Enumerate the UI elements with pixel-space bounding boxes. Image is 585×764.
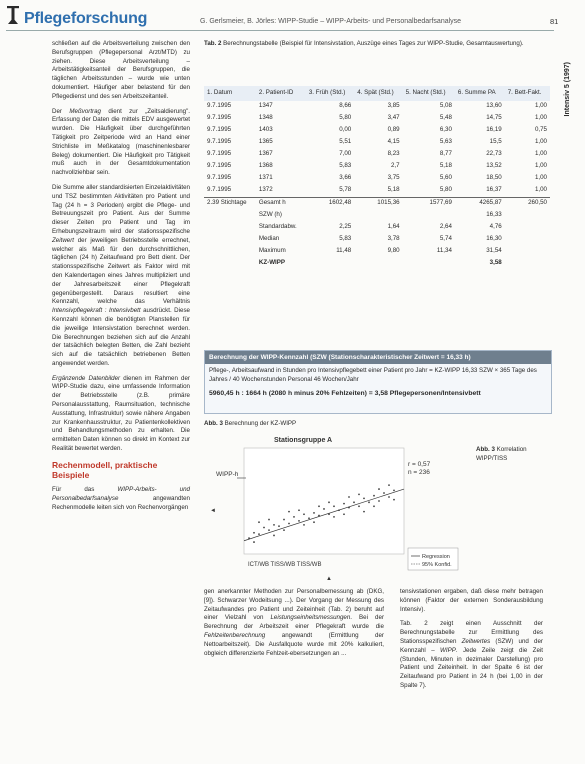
table-cell — [505, 234, 550, 246]
section-headline: Rechenmodell, praktische Beispiele — [52, 459, 158, 481]
table-row — [204, 234, 550, 246]
table-cell: 9,80 — [387, 247, 400, 255]
table-cell — [505, 222, 550, 234]
table-cell: 3,58 — [489, 259, 502, 267]
table-row — [204, 258, 550, 270]
header-divider — [6, 30, 554, 31]
table-cell — [204, 258, 256, 270]
x-tick-labels: ICT/WB TISS/WB TISS/WB — [248, 562, 322, 568]
table-header-cell: 4. Spät (Std.) — [354, 86, 402, 101]
table-cell: 1,00 — [534, 150, 547, 158]
table-cell — [204, 210, 256, 222]
table-cell: 9.7.1995 — [207, 114, 232, 122]
table-cell: 8,66 — [339, 102, 352, 110]
scatter-point — [288, 511, 290, 513]
table-cell: 1602,48 — [306, 197, 354, 209]
table-cell: 0,75 — [534, 126, 547, 134]
table-cell: 1,00 — [534, 186, 547, 194]
table-row — [204, 125, 550, 137]
table-row — [204, 101, 550, 113]
table-cell: 16,37 — [486, 186, 502, 194]
table-cell: 8,23 — [387, 150, 400, 158]
table-cell: 5,51 — [339, 138, 352, 146]
table-cell: 5,18 — [439, 162, 452, 170]
table-row — [204, 197, 550, 209]
table-cell — [306, 210, 354, 222]
table-cell: 1367 — [258, 150, 273, 158]
table-cell: 9.7.1995 — [207, 162, 232, 170]
table-cell: 5,83 — [339, 162, 352, 170]
table-cell: 3,85 — [387, 102, 400, 110]
legend-confidence: 95% Konfid. — [422, 562, 452, 568]
table-cell — [204, 222, 256, 234]
table-cell: 2,7 — [391, 162, 400, 170]
table-cell: 1368 — [258, 162, 273, 170]
brand-logo-icon — [6, 6, 20, 24]
scatter-point — [383, 492, 385, 494]
running-header-authors: G. Gerlsmeier, B. Jörles: WIPP-Studie – WIPP-Arbeits- und Personalbedarfsanalyse — [200, 18, 462, 25]
table-cell: 5,80 — [339, 114, 352, 122]
scatter-point — [283, 529, 285, 531]
table-cell: Gesamt h — [256, 197, 306, 209]
table-cell: 0,89 — [387, 126, 400, 134]
stat-r: r = 0,57 — [408, 461, 431, 468]
scatter-point — [273, 524, 275, 526]
table-row — [204, 173, 550, 185]
table-cell: 8,77 — [439, 150, 452, 158]
scatter-point — [373, 505, 375, 507]
left-paragraph-3: Die Summe aller standardisierten Einzelaktivitäten und TSZ bestimmten Aktivitäten pro Patient und Tag (24 h = 3 Perioden) ergibt die Pflege- und Betreuungszeit pro Patient. Aus der Summe dieser Zeiten pro Patient und Tag im Erhebungszeitraum wird der stationsspezifische Zeitwert der jeweiligen Betriebsstelle errechnet, welcher als Maß für den durchschnittlichen, täglichen (24 h) Zeitaufwand pro Bett dient. Der stationsspezifische Zeitwert als Faktor wird mit den Kalendertagen eines Jahres multipliziert und der Jahresarbeitszeit einer Pflegekraft gegenübergestellt. Daraus resultiert eine Kennzahl, welche das Verhältnis Intensivpflegekraft : Intensivbett ausdrückt. Diese Kennzahl können die benötigten Planstellen für die jeweilige Intensivstation berechnet werden. Die Berechnungen beziehen sich auf die Anzahl der tatsächlich belegten Betten, die Zahl bezieht sich auf die tatsächlich betriebenen Betten angewendet werden. — [52, 183, 190, 367]
table-cell: 6,30 — [439, 126, 452, 134]
scatter-point — [358, 493, 360, 495]
table-header-cell: 6. Summe PA — [455, 86, 505, 101]
scatter-point — [368, 501, 370, 503]
table-cell — [505, 210, 550, 222]
table-cell: Standardabw. — [258, 223, 297, 231]
table-cell: 1,64 — [387, 223, 400, 231]
table-cell: 1348 — [258, 114, 273, 122]
scatter-point — [358, 505, 360, 507]
table-row — [204, 161, 550, 173]
middle-column-text — [204, 588, 384, 664]
table-header-cell: 1. Datum — [204, 86, 256, 101]
table-cell — [354, 258, 402, 270]
table-cell: 2.39 Stichtage — [204, 197, 256, 209]
table-cell: 31,54 — [486, 247, 502, 255]
calculation-table — [204, 86, 550, 270]
table-cell: 1347 — [258, 102, 273, 110]
scatter-point — [348, 496, 350, 498]
table-header-cell: 3. Früh (Std.) — [306, 86, 354, 101]
table-cell: 2,25 — [339, 223, 352, 231]
scatter-point — [298, 520, 300, 522]
table-cell — [204, 234, 256, 246]
scatter-point — [303, 524, 305, 526]
chart-plot-area — [244, 448, 404, 554]
table-cell: 2,64 — [439, 223, 452, 231]
table-row — [204, 185, 550, 197]
table-cell: 4265,87 — [455, 197, 505, 209]
scatter-point — [278, 525, 280, 527]
table-cell: 5,74 — [439, 235, 452, 243]
table-cell — [505, 246, 550, 258]
scatter-point — [268, 529, 270, 531]
scatter-point — [363, 511, 365, 513]
scatter-point — [393, 499, 395, 501]
table-cell: 13,52 — [486, 162, 502, 170]
table-cell: 3,66 — [339, 174, 352, 182]
stat-n: n = 236 — [408, 469, 430, 476]
table-cell: 5,60 — [439, 174, 452, 182]
table-cell: 1371 — [258, 174, 273, 182]
table-cell: 22,73 — [486, 150, 502, 158]
scatter-point — [388, 496, 390, 498]
scatter-point — [363, 497, 365, 499]
table-cell: Maximum — [258, 247, 286, 255]
kennzahl-box-formula: 5960,45 h : 1664 h (2080 h minus 20% Fehlzeiten) = 3,58 Pflegepersonen/Intensivbett — [209, 389, 481, 397]
table-row — [204, 149, 550, 161]
table-row — [204, 222, 550, 234]
table-header-cell: 5. Nacht (Std.) — [403, 86, 455, 101]
side-journal-label: Intensiv 5 (1997) — [564, 62, 572, 117]
scatter-point — [333, 516, 335, 518]
y-axis-marker: ◄ — [210, 508, 216, 514]
scatter-point — [253, 541, 255, 543]
scatter-point — [293, 516, 295, 518]
table-cell — [204, 246, 256, 258]
table-header-row — [204, 86, 550, 101]
scatter-point — [298, 509, 300, 511]
left-column — [52, 40, 190, 519]
scatter-point — [373, 495, 375, 497]
brand-name: Pflegeforschung — [24, 10, 148, 27]
table-cell: 1365 — [258, 138, 273, 146]
table-cell: 5,80 — [439, 186, 452, 194]
table-row — [204, 137, 550, 149]
left-paragraph-5: Für das WIPP-Arbeits- und Personalbedarfsanalyse angewandten Rechenmodelle leiten sich von Rechenvorgängen — [52, 486, 190, 511]
table-cell: KZ-WIPP — [258, 259, 286, 267]
y-axis-label: WIPP-h — [216, 471, 239, 478]
table-cell: 13,60 — [486, 102, 502, 110]
table-cell: 3,75 — [387, 174, 400, 182]
scatter-point — [308, 517, 310, 519]
scatter-point — [323, 508, 325, 510]
table-header-cell: 2. Patient-ID — [256, 86, 306, 101]
table-cell: 1,00 — [534, 114, 547, 122]
scatter-point — [313, 512, 315, 514]
legend-regression: Regression — [422, 554, 450, 560]
table-row — [204, 113, 550, 125]
table-cell: 5,08 — [439, 102, 452, 110]
chart-title: Stationsgruppe A — [274, 437, 333, 444]
left-paragraph-1: schließen auf die Arbeitsverteilung zwischen den Berufsgruppen (Pflegepersonal Arzt/MTD) zu ziehen. Diese Arbeitsverteilung – Arbeitstätigkeitsanteil der Berufsgruppen, die täglichen Arbeitsstunden – wurde wie unten dokumentiert. Häufiger aber belastend für den Pflegedienst und des sen Arbeitszeitanteil. — [52, 40, 190, 100]
table-cell: 0,00 — [339, 126, 352, 134]
table-cell: 1015,36 — [354, 197, 402, 209]
right-column-text — [400, 588, 543, 697]
table-cell: SZW (h) — [258, 211, 282, 219]
figure-caption-right: Abb. 3 Korrelation WIPP/TISS — [476, 446, 527, 462]
table-cell — [306, 258, 354, 270]
table-header-cell: 7. Bett-Fakt. — [505, 86, 550, 101]
scatter-point — [258, 521, 260, 523]
table-cell: 7,00 — [339, 150, 352, 158]
table-cell: 15,5 — [489, 138, 502, 146]
scatter-point — [378, 488, 380, 490]
scatter-point — [288, 523, 290, 525]
table-cell: 4,15 — [387, 138, 400, 146]
table-cell: 9.7.1995 — [207, 186, 232, 194]
x-axis-marker: ▲ — [326, 576, 332, 582]
kennzahl-box-title: Berechnung der WIPP-Kennzahl (SZW (Stationscharakteristischer Zeitwert = 16,33 h) — [205, 351, 551, 364]
scatter-point — [313, 521, 315, 523]
table-cell: Median — [258, 235, 280, 243]
scatter-point — [283, 519, 285, 521]
page-number: 81 — [550, 17, 559, 26]
table-cell — [354, 210, 402, 222]
scatter-point — [333, 505, 335, 507]
table-cell: 5,18 — [387, 186, 400, 194]
scatter-point — [393, 490, 395, 492]
scatter-point — [253, 532, 255, 534]
table-cell: 1,00 — [534, 174, 547, 182]
kennzahl-box — [204, 350, 552, 414]
scatter-point — [388, 484, 390, 486]
scatter-chart — [204, 432, 474, 588]
table-cell: 11,48 — [336, 247, 352, 255]
table-cell: 1,00 — [534, 138, 547, 146]
table-cell: 9.7.1995 — [207, 138, 232, 146]
scatter-point — [263, 527, 265, 529]
scatter-point — [378, 500, 380, 502]
table-cell: 4,76 — [489, 223, 502, 231]
table-cell: 14,75 — [486, 114, 502, 122]
table-cell: 16,30 — [486, 235, 502, 243]
scatter-point — [328, 501, 330, 503]
scatter-point — [273, 535, 275, 537]
table-row — [204, 210, 550, 222]
table-cell: 9.7.1995 — [207, 102, 232, 110]
table-cell: 5,63 — [439, 138, 452, 146]
table-row — [204, 246, 550, 258]
left-paragraph-2: Der Meßvortrag dient zur „Zeitsaldierung". Erfassung der Daten die mittels EDV ausgewertet wurden. Die Häufigkeit über durchgeführten Tätigkeit pro Zeitperiode wird an Hand einer Strichliste im Meßkatalog (maschinenlesbarer Beleg) dokumentiert. Die Häufigkeit pro Tätigkeit muß auch in der Gesamtdokumentation nachvollziehbar sein. — [52, 107, 190, 177]
table-cell: 260,50 — [505, 197, 550, 209]
table-cell — [505, 258, 550, 270]
middle-paragraph-1: gen anerkannter Methoden zur Personalbemessung ab (DKG, [9]). Schwarzer Wodeitsung ...). Der Vorgang der Messung des Zeitaufwandes pro Patient und Zeiteinheit (Tab. 2) beruht auf einer Vielzahl von Leistungseinheitsmessungen. Bei der Berechnung der Arbeitszeit einer Pflegekraft wurde die Fehlzeitenberechnung angewandt (Ermittlung der Nettoarbeitszeit). Die Ausfallquote wurde mit 20% kalkuliert, obgleich differenzierte Fehlzeit-ebersetzungen an ... — [204, 588, 384, 657]
table-cell: 16,33 — [486, 211, 502, 219]
scatter-point — [318, 505, 320, 507]
kennzahl-box-description: Pflege-, Arbeitsaufwand in Stunden pro Intensivpflegebett einer Patient pro Jahr = KZ-WIPP 16,33 SZW × 365 Tage des Jahres / 40 Wochenstunden Personal 46 Wochen/Jahr — [209, 367, 537, 384]
table-cell: 1372 — [258, 186, 273, 194]
left-paragraph-4: Ergänzende Datenbilder dienen im Rahmen der WIPP-Studie dazu, eine umfassende Information der Betriebsstelle (z.B. primäre Personalausstattung, Raumsituation, technische Ausstattung, Infrastruktur) sowie nähere Angaben zur Krankenhausstruktur, zu Patientenkollektiven und Behandlungsmethoden zu erhalten. Die ermittelten Daten können so direkt im Kontext zur Realität bewertet werden. — [52, 374, 190, 453]
table-cell: 18,50 — [486, 174, 502, 182]
table-cell: 5,48 — [439, 114, 452, 122]
table-cell: 3,78 — [387, 235, 400, 243]
table-caption: Tab. 2 Berechnungstabelle (Beispiel für Intensivstation, Auszüge eines Tages zur WIPP-Studie, Gesamtauswertung). — [204, 40, 524, 47]
scatter-point — [258, 533, 260, 535]
right-paragraph-2: Tab. 2 zeigt einen Ausschnitt der Berechnungstabelle zur Ermittlung des Stationsspezifischen Zeitwertes (SZW) und der Kennzahl – WIPP. Jede Zeile zeigt die Zeit (Stunden, Minuten in dezimaler Darstellung) pro Patient und Zeiteinheit. In der Spalte 6 ist der Zeitaufwand pro Patient in 24 h (bei 1,00 in der Spalte 7). — [400, 620, 543, 689]
table-cell: 9.7.1995 — [207, 174, 232, 182]
table-cell: 5,78 — [339, 186, 352, 194]
table-body — [204, 101, 550, 270]
right-paragraph-1: tensivstationen ergaben, daß diese mehr betragen können (Faktor der externen Sonderausbildung Intensiv). — [400, 588, 543, 613]
scatter-point — [343, 503, 345, 505]
table-cell: 9.7.1995 — [207, 126, 232, 134]
table-cell — [403, 258, 455, 270]
table-cell: 1577,69 — [403, 197, 455, 209]
table-cell — [403, 210, 455, 222]
table-cell: 1403 — [258, 126, 273, 134]
table-cell: 11,34 — [436, 247, 452, 255]
table-cell: 1,00 — [534, 162, 547, 170]
scatter-point — [343, 513, 345, 515]
table-cell: 5,83 — [339, 235, 352, 243]
scatter-point — [303, 513, 305, 515]
table-cell: 1,00 — [534, 102, 547, 110]
scatter-point — [268, 519, 270, 521]
scatter-point — [353, 501, 355, 503]
table-cell: 9.7.1995 — [207, 150, 232, 158]
table-cell: 16,19 — [486, 126, 502, 134]
figure-caption: Abb. 3 Berechnung der KZ-WIPP — [204, 420, 297, 427]
table-cell: 3,47 — [387, 114, 400, 122]
